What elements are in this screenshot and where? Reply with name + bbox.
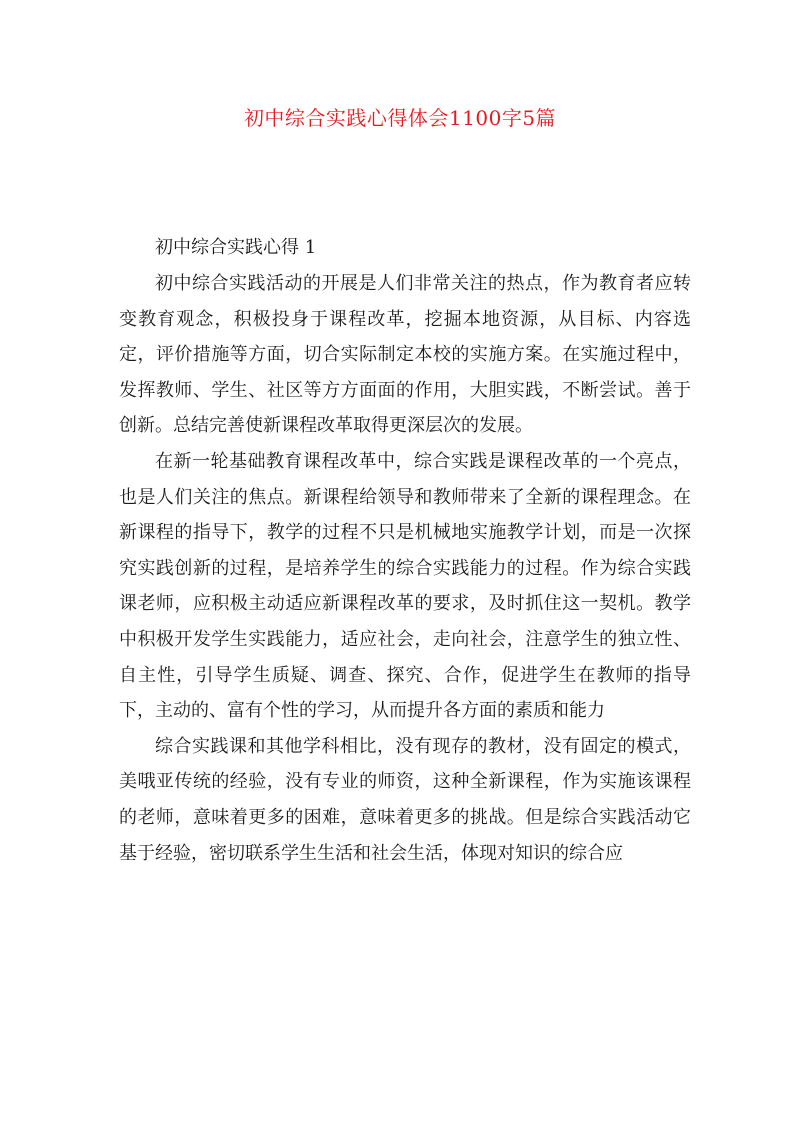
document-title: 初中综合实践心得体会1100字5篇 <box>243 106 557 130</box>
paragraph-1: 初中综合实践活动的开展是人们非常关注的热点，作为教育者应转变教育观念，积极投身于课程改革，挖掘本地资源，从目标、内容选定，评价措施等方面，切合实际制定本校的实施方案。在实施过程中，发挥教师、学生、社区等方方面面的作用，大胆实践，不断尝试。善于创新。总结完善使新课程改革取得更深层次的发展。 <box>119 273 691 437</box>
section-heading: 初中综合实践心得 1 <box>155 237 317 258</box>
paragraph-3: 综合实践课和其他学科相比，没有现存的教材，没有固定的模式，美哦亚传统的经验，没有专业的师资，这种全新课程，作为实施该课程的老师，意味着更多的困难，意味着更多的挑战。但是综合实践活动它基于经验，密切联系学生生活和社会生活，体现对知识的综合应 <box>119 735 691 864</box>
paragraph-2: 在新一轮基础教育课程改革中，综合实践是课程改革的一个亮点，也是人们关注的焦点。新课程给领导和教师带来了全新的课程理念。在新课程的指导下，教学的过程不只是机械地实施教学计划，而是一次探究实践创新的过程，是培养学生的综合实践能力的过程。作为综合实践课老师，应积极主动适应新课程改革的要求，及时抓住这一契机。教学中积极开发学生实践能力，适应社会，走向社会，注意学生的独立性、自主性，引导学生质疑、调查、探究、合作，促进学生在教师的指导下，主动的、富有个性的学习，从而提升各方面的素质和能力 <box>119 450 691 722</box>
document-body <box>119 230 691 871</box>
